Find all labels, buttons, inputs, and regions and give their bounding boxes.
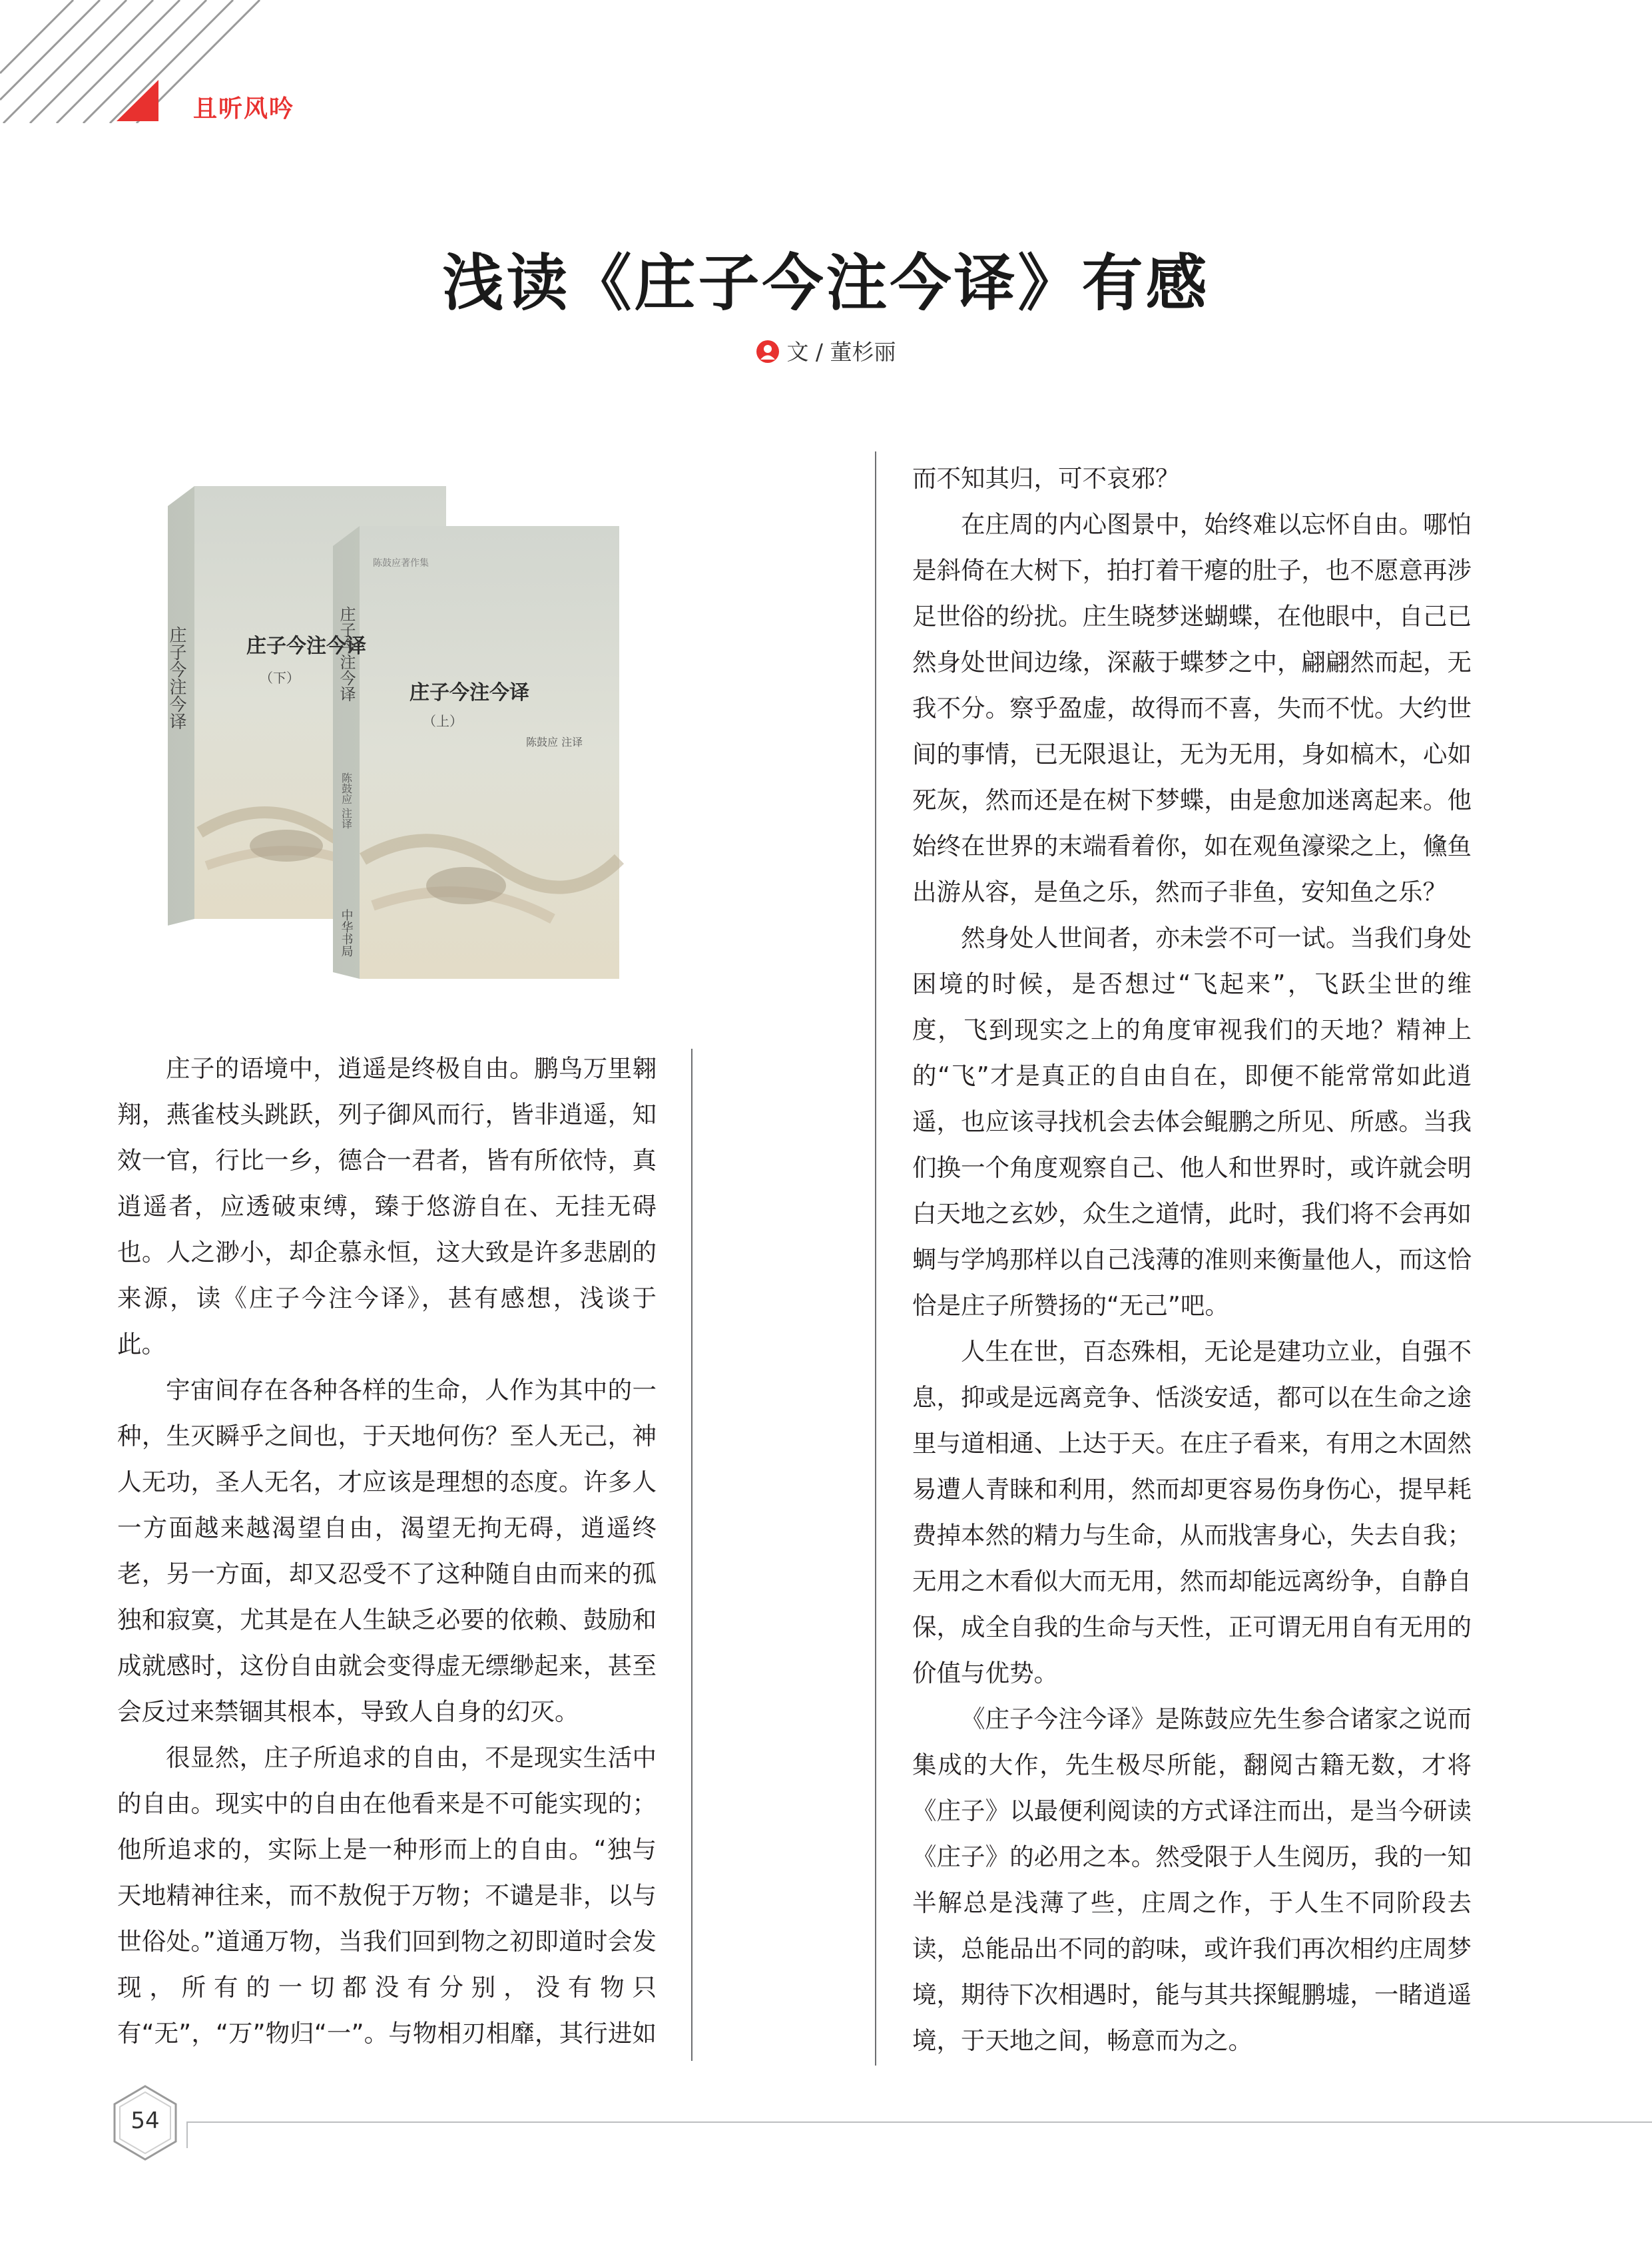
- paragraph-5: 然身处人世间者，亦未尝不可一试。当我们身处困境的时候，是否想过“飞起来”，飞跃尘世的维度，飞到现实之上的角度审视我们的天地？精神上的“飞”才是真正的自由自在，即便不能常常如此逍遥，也应该寻找机会去体会鲲鹏之所见、所感。当我们换一个角度观察自己、他人和世界时，或许就会明白天地之玄妙，众生之道情，此时，我们将不会再如蜩与学鸠那样以自己浅薄的准则来衡量他人，而这恰恰是庄子所赞扬的“无己”吧。: [912, 924, 1472, 1320]
- byline: [0, 335, 1652, 366]
- paragraph-4: 在庄周的内心图景中，始终难以忘怀自由。哪怕是斜倚在大树下，拍打着干瘪的肚子，也不愿意再涉足世俗的纷扰。庄生晓梦迷蝴蝶，在他眼中，自己已然身处世间边缘，深蔽于蝶梦之中，翩翩然而起，无我不分。察乎盈虚，故得而不喜，失而不忧。大约世间的事情，已无限退让，无为无用，身如槁木，心如死灰，然而还是在树下梦蝶，由是愈加迷离起来。他始终在世界的末端看着你，如在观鱼濠梁之上，儵鱼出游从容，是鱼之乐，然而子非鱼，安知鱼之乐？: [912, 510, 1472, 906]
- footer-line: [186, 2121, 1652, 2123]
- paragraph-1: 庄子的语境中，逍遥是终极自由。鹏鸟万里翱翔，燕雀枝头跳跃，列子御风而行，皆非逍遥，知效一官，行比一乡，德合一君者，皆有所依恃，真逍遥者，应透破束缚，臻于悠游自在、无挂无碍也。人之渺小，却企慕永恒，这大致是许多悲剧的来源，读《庄子今注今译》，甚有感想，浅谈于此。: [117, 1054, 657, 1358]
- page-number: 54: [131, 2107, 160, 2134]
- back-book-cover-title: 庄子今注今译: [246, 635, 366, 658]
- front-book-spine-author: 陈鼓应 注译: [340, 772, 353, 830]
- section-label: 且听风吟: [193, 95, 295, 123]
- right-column: [912, 455, 1472, 2067]
- paragraph-7: 《庄子今注今译》是陈鼓应先生参合诸家之说而集成的大作，先生极尽所能，翻阅古籍无数，才将《庄子》以最便利阅读的方式译注而出，是当今研读《庄子》的必用之本。然受限于人生阅历，我的一知半解总是浅薄了些，庄周之作，于人生不同阶段去读，总能品出不同的韵味，或许我们再次相约庄周梦境，期待下次相遇时，能与其共探鲲鹏墟，一睹逍遥境，于天地之间，畅意而为之。: [912, 1705, 1472, 2055]
- front-book-cover-title: 庄子今注今译: [410, 681, 529, 704]
- paragraph-6: 人生在世，百态殊相，无论是建功立业，自强不息，抑或是远离竞争、恬淡安适，都可以在生命之途里与道相通、上达于天。在庄子看来，有用之木固然易遭人青睐和利用，然而却更容易伤身伤心，提早耗费掉本然的精力与生命，从而戕害身心，失去自我；无用之木看似大而无用，然而却能远离纷争，自静自保，成全自我的生命与天性，正可谓无用自有无用的价值与优势。: [912, 1337, 1472, 1687]
- left-column-rule: [691, 1049, 692, 2061]
- back-book-volume: （下）: [260, 670, 300, 686]
- front-book-spine-publisher: 中华书局: [339, 909, 354, 957]
- front-book-spine-title: 庄子今注今译: [337, 606, 356, 702]
- back-book-spine-title: 庄子今注今译: [166, 626, 186, 730]
- right-column-rule: [875, 451, 876, 2066]
- article-title: 浅读《庄子今注今译》有感: [442, 247, 1210, 319]
- front-book-cover-author: 陈鼓应 注译: [526, 736, 583, 748]
- byline-text: 文 / 董杉丽: [786, 339, 896, 365]
- book-cover-image: [153, 459, 633, 979]
- footer-tick: [186, 2121, 188, 2148]
- front-book-volume: （上）: [423, 713, 463, 729]
- paragraph-3: 很显然，庄子所追求的自由，不是现实生活中的自由。现实中的自由在他看来是不可能实现的；他所追求的，实际上是一种形而上的自由。“独与天地精神往来，而不敖倪于万物；不谴是非，以与世俗处。”道通万物，当我们回到物之初即道时会发现，所有的一切都没有分别，没有物只有“无”，“万”物归“一”。与物相刃相靡，其行进如: [117, 1743, 657, 2048]
- paragraph-3-continued: 而不知其归，可不哀邪？: [912, 464, 1180, 493]
- front-book-series-label: 陈鼓应著作集: [373, 558, 429, 569]
- left-column: [117, 1045, 657, 2064]
- author-icon: [756, 340, 780, 364]
- paragraph-2: 宇宙间存在各种各样的生命，人作为其中的一种，生灭瞬乎之间也，于天地何伤？至人无己，神人无功，圣人无名，才应该是理想的态度。许多人一方面越来越渴望自由，渴望无拘无碍，逍遥终老，另一方面，却又忍受不了这种随自由而来的孤独和寂寞，尤其是在人生缺乏必要的依赖、鼓励和成就感时，这份自由就会变得虚无缥缈起来，甚至会反过来禁锢其根本，导致人自身的幻灭。: [117, 1376, 657, 1726]
